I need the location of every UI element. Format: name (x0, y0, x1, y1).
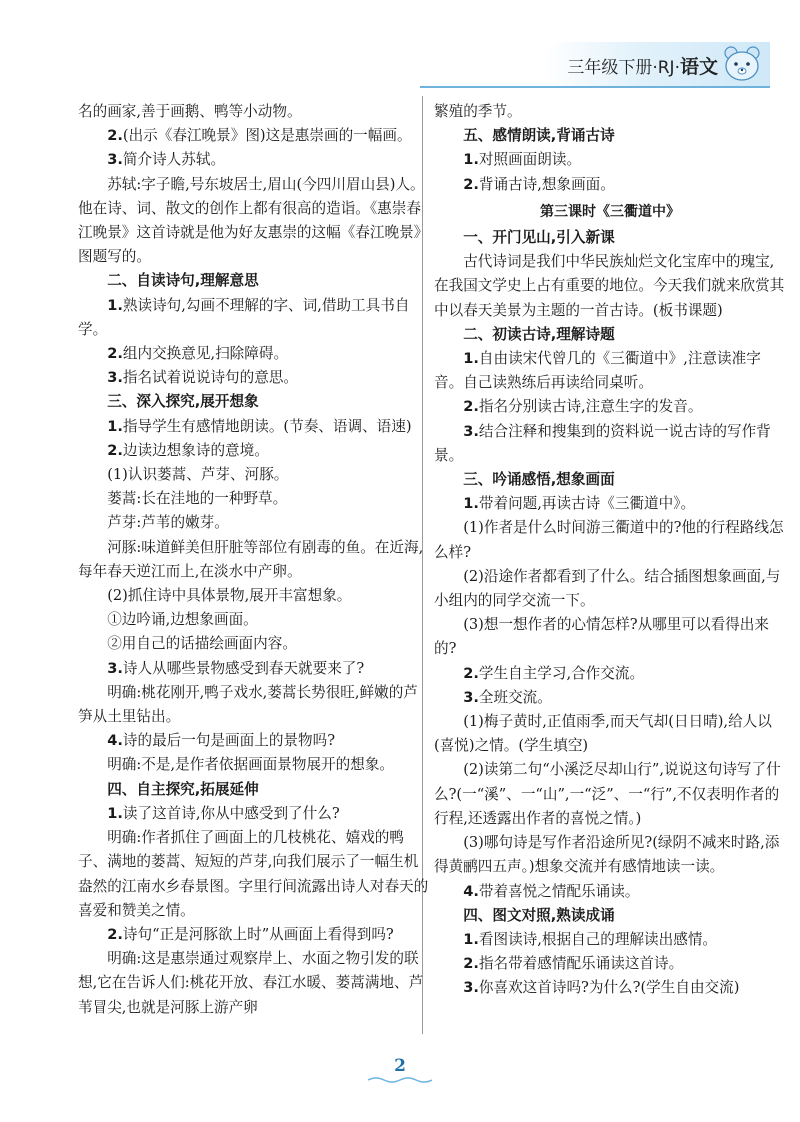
paragraph: 1.指导学生有感情地朗读。(节奏、语调、语速) (107, 417, 412, 435)
paragraph: 1.熟读诗句,勾画不理解的字、词,借助工具书自学。 (78, 296, 410, 338)
paragraph: 繁殖的季节。 (434, 103, 522, 120)
paragraph: 3.诗人从哪些景物感受到春天就要来了? (107, 659, 365, 677)
paragraph: (2)读第二句“小溪泛尽却山行”,说说这句诗写了什么?(一“溪”、一“山”,一“泛”、一“行”,不仅表明作者的行程,还透露出作者的喜悦之情。) (434, 761, 781, 827)
section-heading: 四、图文对照,熟读成诵 (463, 906, 615, 924)
section-heading: 三、吟诵感悟,想象画面 (463, 471, 615, 489)
section-heading: 一、开门见山,引入新课 (463, 229, 615, 247)
paragraph: 古代诗词是我们中华民族灿烂文化宝库中的瑰宝,在我国文学史上占有重要的地位。今天我们就来欣赏其中以春天美景为主题的一首古诗。(板书课题) (434, 253, 785, 319)
paragraph: 芦芽:芦苇的嫩芽。 (107, 514, 229, 532)
paragraph: 明确:作者抓住了画面上的几枝桃花、嬉戏的鸭子、满地的蒌蒿、短短的芦芽,向我们展示了一幅生机盎然的江南水乡春景图。字里行间流露出诗人对春天的喜爱和赞美之情。 (78, 829, 429, 919)
paragraph: (1)作者是什么时间游三衢道中的?他的行程路线怎么样? (434, 519, 784, 561)
header-rule (420, 86, 770, 88)
paragraph: 1.看图读诗,根据自己的理解读出感情。 (463, 930, 718, 948)
header-edition: RJ (657, 58, 675, 78)
paragraph: 蒌蒿:长在洼地的一种野草。 (107, 490, 288, 508)
paragraph: (3)哪句诗是写作者沿途所见?(绿阴不减来时路,添得黄鹂四五声。)想象交流并有感情地读一读。 (434, 834, 780, 876)
paragraph: 明确:这是惠崇通过观察岸上、水面之物引发的联想,它在告诉人们:桃花开放、春江水暖、蒌蒿满地、芦苇冒尖,也就是河豚上游产卵 (78, 950, 424, 1016)
paragraph: 2.组内交换意见,扫除障碍。 (107, 345, 289, 363)
paragraph: 3.简介诗人苏轼。 (107, 151, 226, 169)
section-heading: 二、自读诗句,理解意思 (107, 272, 259, 290)
paragraph: (1)梅子黄时,正值雨季,而天气却(日日晴),给人以(喜悦)之情。(学生填空) (434, 713, 772, 755)
paragraph: (3)想一想作者的心情怎样?从哪里可以看得出来的? (434, 616, 769, 658)
paragraph: 3.结合注释和搜集到的资料说一说古诗的写作背景。 (434, 422, 771, 464)
book-header (548, 52, 718, 79)
page-number: 2 (394, 1056, 406, 1076)
paragraph: (1)认识蒌蒿、芦芽、河豚。 (107, 466, 289, 484)
section-heading: 二、初读古诗,理解诗题 (463, 325, 615, 343)
paragraph: (2)抓住诗中具体景物,展开丰富想象。 (107, 587, 352, 605)
paragraph: 2.诗句“正是河豚欲上时”从画面上看得到吗? (107, 925, 394, 943)
paragraph: 2.指名分别读古诗,注意生字的发音。 (463, 398, 703, 416)
section-heading: 五、感情朗读,背诵古诗 (463, 127, 615, 145)
paragraph: 1.自由读宋代曾几的《三衢道中》,注意读准字音。自己读熟练后再读给同桌听。 (434, 350, 761, 392)
bear-mascot-icon (722, 44, 762, 82)
paragraph: 2.指名带着感情配乐诵读这首诗。 (463, 955, 684, 973)
paragraph: 2.(出示《春江晚景》图)这是惠崇画的一幅画。 (107, 127, 412, 145)
paragraph: 2.学生自主学习,合作交流。 (463, 664, 645, 682)
wave-decoration-icon (368, 1076, 432, 1084)
paragraph: 1.带着问题,再读古诗《三衢道中》。 (463, 495, 696, 513)
paragraph: 3.全班交流。 (463, 688, 552, 706)
lesson-title: 第三课时《三衢道中》 (540, 203, 680, 220)
paragraph: 3.你喜欢这首诗吗?为什么?(学生自由交流) (463, 979, 740, 997)
paragraph: 3.指名试着说说诗句的意思。 (107, 369, 299, 387)
paragraph: 苏轼:字子瞻,号东坡居士,眉山(今四川眉山县)人。他在诗、词、散文的创作上都有很高的造诣。《惠崇春江晚景》这首诗就是他为好友惠崇的这幅《春江晚景》图题写的。 (78, 175, 429, 266)
paragraph: 明确:不是,是作者依据画面景物展开的想象。 (107, 756, 395, 774)
header-dot: · (652, 58, 658, 78)
paragraph: 名的画家,善于画鹅、鸭等小动物。 (78, 103, 302, 120)
section-heading: 四、自主探究,拓展延伸 (107, 780, 259, 798)
right-column (434, 100, 786, 1001)
header-subject: 语文 (679, 56, 718, 78)
paragraph: (2)沿途作者都看到了什么。结合插图想象画面,与小组内的同学交流一下。 (434, 567, 781, 610)
paragraph: 2.背诵古诗,想象画面。 (463, 175, 615, 193)
paragraph: 1.对照画面朗读。 (463, 151, 582, 169)
section-heading: 三、深入探究,展开想象 (107, 393, 259, 411)
header-dot: · (674, 58, 680, 78)
paragraph: ①边吟诵,边想象画面。 (107, 611, 258, 629)
paragraph: 4.诗的最后一句是画面上的景物吗? (107, 732, 336, 750)
paragraph: ②用自己的话描绘画面内容。 (107, 635, 297, 653)
header-grade: 三年级下册 (567, 58, 653, 78)
paragraph: 明确:桃花刚开,鸭子戏水,蒌蒿长势很旺,鲜嫩的芦笋从土里钻出。 (78, 683, 418, 726)
left-column (78, 100, 430, 1020)
paragraph: 1.读了这首诗,你从中感受到了什么? (107, 804, 340, 822)
paragraph: 4.带着喜悦之情配乐诵读。 (463, 882, 640, 900)
paragraph: 河豚:味道鲜美但肝脏等部位有剧毒的鱼。在近海,每年春天逆江而上,在淡水中产卵。 (78, 538, 424, 580)
paragraph: 2.边读边想象诗的意境。 (107, 441, 269, 459)
